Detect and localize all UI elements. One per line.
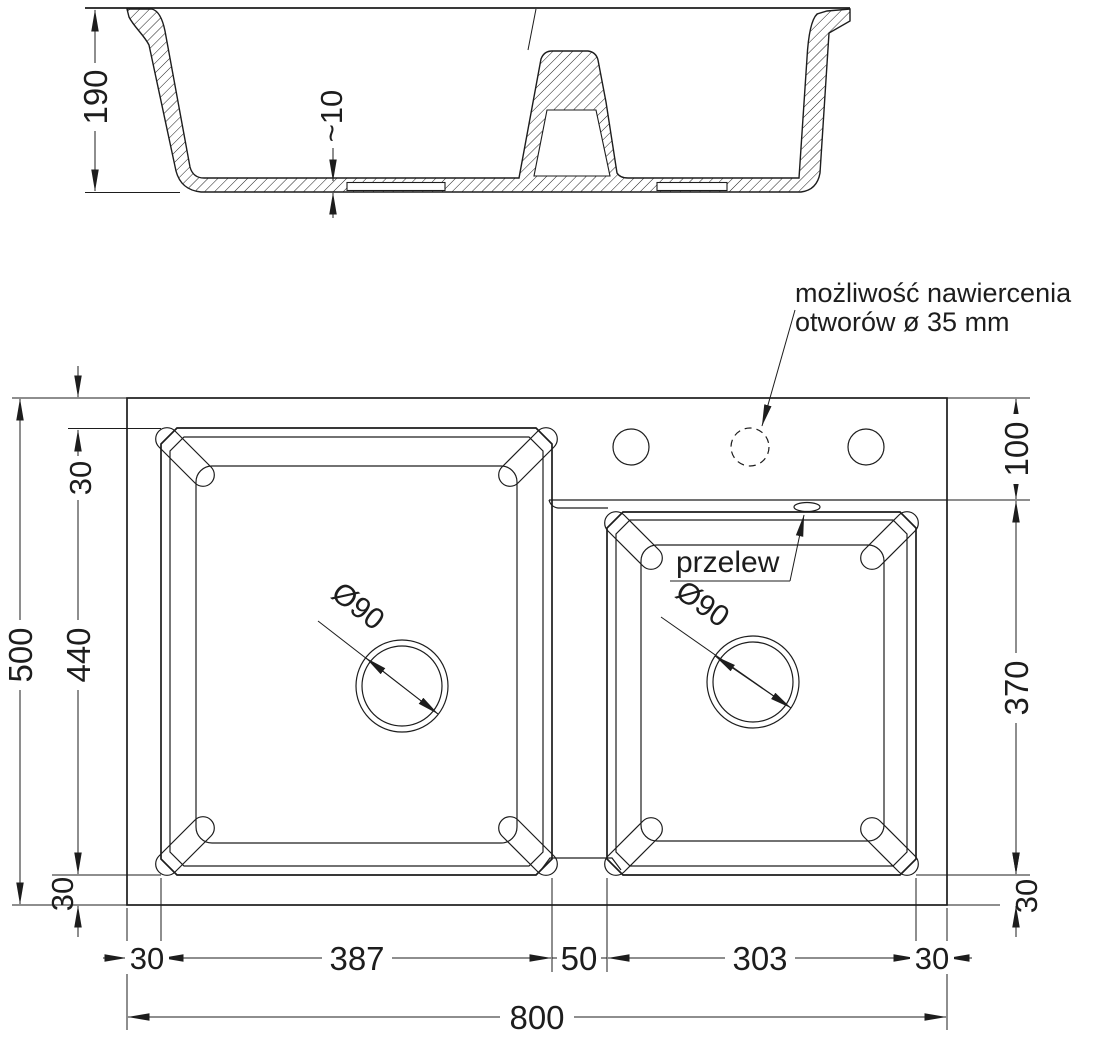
dim-label-dia-right: Ø90 [669,574,736,635]
faucet-hole-optional [731,428,769,466]
dim-label-370: 370 [997,660,1035,716]
overflow-hole [794,503,820,512]
dim-bottom-offset-left [45,877,80,937]
note-line1: możliwość nawiercenia [795,278,1072,308]
section-material [127,9,850,192]
dim-width-chain [103,940,972,977]
faucet-hole-right [848,429,884,465]
overflow-label [670,515,804,581]
dim-total-width [128,999,946,1036]
dim-label-440: 440 [59,627,97,683]
dim-drain-left [318,576,438,714]
dim-label-190: 190 [76,69,114,125]
deck-step-detail [549,500,608,508]
corner-chamfer [861,818,919,876]
sink-outline [127,398,947,905]
dim-bottom-thickness [314,90,349,218]
dim-drain-right [661,574,791,708]
dim-label-500: 500 [1,627,39,683]
dim-label-30-bl: 30 [45,876,81,912]
dim-label-387: 387 [329,939,385,977]
dim-label-10: ~10 [314,89,350,143]
drill-note [762,278,1072,426]
dim-label-30-left: 30 [129,941,165,977]
dim-label-30-right: 30 [914,941,950,977]
dim-label-100: 100 [997,421,1035,477]
dim-deck-height [998,399,1035,499]
dim-label-303: 303 [732,939,788,977]
dim-label-dia-left: Ø90 [325,576,391,637]
dim-top-offset [63,366,98,500]
note-line2: otworów ø 35 mm [795,307,1010,337]
plan-dimensions [2,366,1044,1036]
corner-chamfer [605,818,663,876]
divider-void [534,110,610,176]
dim-total-height [2,399,39,904]
dim-label-50: 50 [560,939,598,977]
dim-bottom-offset-right [1009,845,1044,937]
projection-line [528,9,536,50]
faucet-hole-left [613,429,649,465]
dim-label-30-br: 30 [1009,878,1045,914]
left-bowl [156,428,558,876]
section-view [77,8,850,218]
dim-label-30-top: 30 [63,460,99,496]
dim-label-800: 800 [509,998,565,1036]
note-leader [762,310,795,426]
plan-view [127,398,947,905]
overflow-text: przelew [676,546,780,579]
drain-slot-left [347,183,445,191]
dim-right-bowl-height [998,501,1035,874]
drain-slot-right [657,183,727,191]
